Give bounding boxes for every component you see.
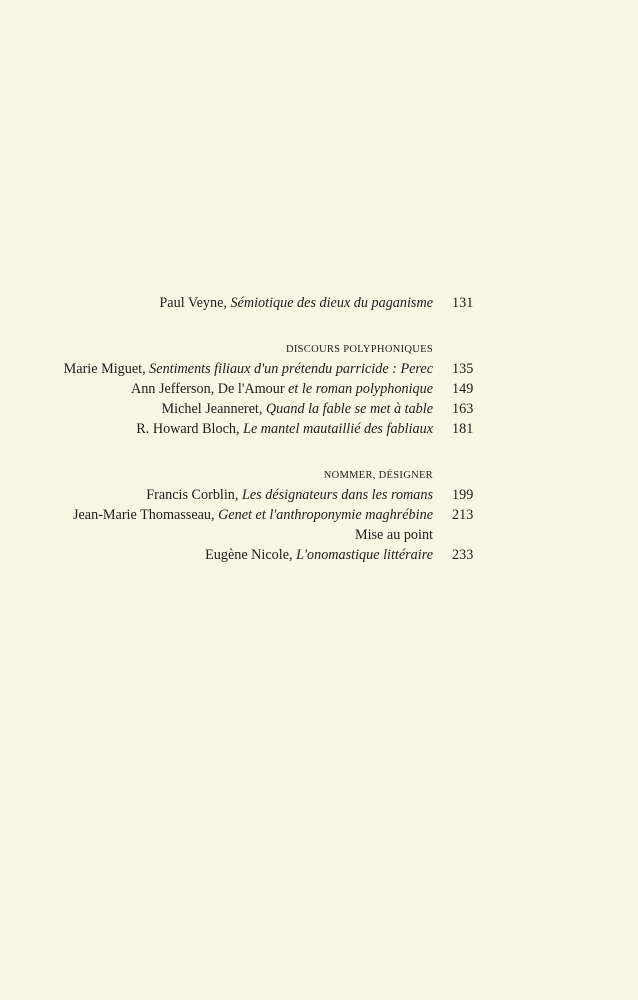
toc-entry-thomasseau [73, 506, 433, 524]
toc-entry-jefferson [131, 380, 433, 398]
toc-title: Sentiments filiaux d'un prétendu parricide : Perec [149, 361, 433, 377]
toc-title: Sémiotique des dieux du paganisme [230, 295, 433, 311]
toc-entry-jeanneret [162, 400, 433, 418]
toc-title: Le mantel mautaillié des fabliaux [243, 421, 433, 437]
toc-page-number: 149 [452, 381, 474, 397]
section-heading-nommer-designer: NOMMER, DÉSIGNER [323, 470, 433, 481]
toc-title: Les désignateurs dans les romans [241, 487, 433, 503]
toc-author: Jean-Marie Thomasseau, [72, 507, 219, 523]
toc-entry-veyne [159, 294, 433, 312]
toc-title: et le roman polyphonique [288, 381, 433, 397]
toc-page-number: 135 [452, 361, 474, 377]
toc-page-number: 163 [452, 401, 474, 417]
toc-author: Marie Miguet, [63, 361, 150, 377]
toc-page-number: 131 [452, 295, 474, 311]
section-heading-discours-polyphoniques: DISCOURS POLYPHONIQUES [285, 344, 433, 355]
toc-author: Michel Jeanneret, [161, 401, 266, 417]
toc-title: Quand la fable se met à table [265, 401, 433, 417]
toc-page-number: 199 [452, 487, 474, 503]
toc-author: Paul Veyne, [159, 295, 231, 311]
toc-page-number: 181 [452, 421, 474, 437]
toc-entry-nicole [205, 546, 433, 564]
toc-author: R. Howard Bloch, [136, 421, 244, 437]
subheading-mise-au-point: Mise au point [354, 527, 433, 543]
toc-page-number: 233 [452, 547, 474, 563]
toc-author: Eugène Nicole, [205, 547, 297, 563]
toc-page-number: 213 [452, 507, 474, 523]
toc-author: Francis Corblin, [146, 487, 242, 503]
toc-author: Ann Jefferson, De l'Amour [130, 381, 289, 397]
toc-entry-bloch [136, 420, 433, 438]
toc-title: L'onomastique littéraire [296, 547, 433, 563]
toc-entry-corblin [146, 486, 433, 504]
toc-title: Genet et l'anthroponymie maghrébine [218, 507, 433, 523]
toc-entry-miguet [64, 360, 433, 378]
